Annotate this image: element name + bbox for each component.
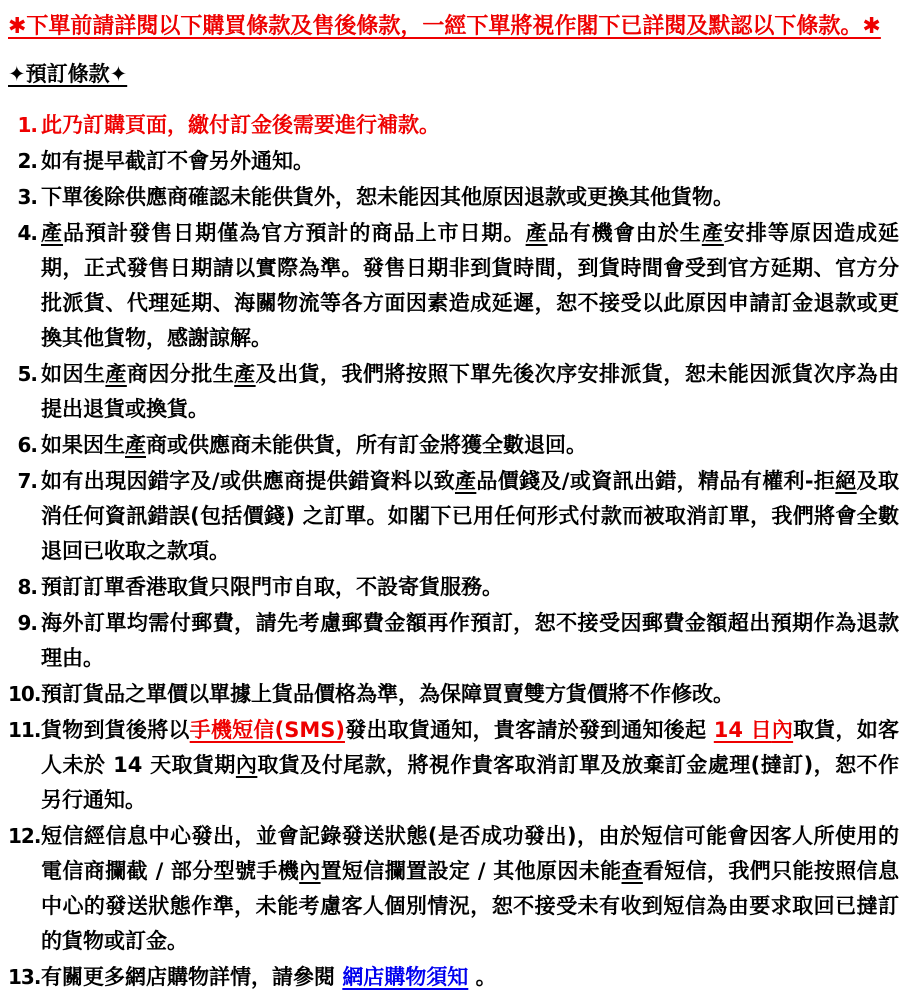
- term-text: 產品預計發售日期僅為官方預計的商品上市日期。產品有機會由於生產安排等原因造成延期，正式發售日期請以實際為準。發售日期非到貨時間，到貨時間會受到官方延期、官方分批派貨、代理延期、海關物流等各方面因素造成延遲，恕不接受以此原因申請訂金退款或更換其他貨物，感謝諒解。: [41, 221, 900, 350]
- term-item-4: [8, 216, 899, 356]
- term-item-13: [8, 960, 899, 995]
- term-number: 2.: [17, 149, 37, 173]
- section-heading-preorder-terms: ✦預訂條款✦: [8, 62, 128, 86]
- term-text: 有關更多網店購物詳情，請參閱: [41, 965, 343, 989]
- term-item-5: [8, 357, 899, 427]
- purchase-notice-banner: ✱下單前請詳閱以下購買條款及售後條款，一經下單將視作閣下已詳閱及默認以下條款。✱: [8, 14, 881, 39]
- term-item-12: [8, 819, 899, 959]
- term-number: 12.: [8, 824, 41, 848]
- term-text: 如有出現因錯字及/或供應商提供錯資料以致產品價錢及/或資訊出錯，精品有權利-拒絕及取消任何資訊錯誤(包括價錢) 之訂單。如閣下已用任何形式付款而被取消訂單，我們將會全數退回已收取之款項。: [41, 469, 900, 563]
- term-item-10: [8, 677, 899, 712]
- term-number: 11.: [8, 718, 41, 742]
- term-text: 如有提早截訂不會另外通知。: [41, 149, 314, 173]
- term-number: 7.: [17, 469, 37, 493]
- term-number: 1.: [17, 113, 37, 137]
- term-text: 下單後除供應商確認未能供貨外，恕未能因其他原因退款或更換其他貨物。: [41, 185, 734, 209]
- term-item-1: [8, 108, 899, 143]
- term-item-11: [8, 713, 899, 818]
- term-text: 。: [468, 965, 497, 989]
- term-item-6: [8, 428, 899, 463]
- term-number: 9.: [17, 611, 37, 635]
- terms-list: [8, 108, 899, 995]
- term-text: 海外訂單均需付郵費，請先考慮郵費金額再作預訂，恕不接受因郵費金額超出預期作為退款理由。: [41, 611, 899, 670]
- term-text: 發出取貨通知，貴客請於發到通知後起: [344, 718, 714, 742]
- term-item-2: [8, 144, 899, 179]
- term-number: 6.: [17, 433, 37, 457]
- term-number: 13.: [8, 965, 41, 989]
- term-number: 3.: [17, 185, 37, 209]
- term-item-9: [8, 606, 899, 676]
- term-text: 預訂貨品之單價以單據上貨品價格為準，為保障買賣雙方貨價將不作修改。: [41, 682, 734, 706]
- term-text: 手機短信(SMS): [189, 718, 345, 742]
- term-text: 如因生產商因分批生產及出貨，我們將按照下單先後次序安排派貨，恕未能因派貨次序為由提出退貨或換貨。: [41, 362, 900, 421]
- term-text: 貨物到貨後將以: [41, 718, 190, 742]
- term-text: 取貨，如客人未於 14 天取貨期內取貨及付尾款，將視作貴客取消訂單及放棄訂金處理(撻訂)，恕不作另行通知。: [41, 718, 900, 812]
- term-text: 此乃訂購頁面，繳付訂金後需要進行補款。: [41, 113, 440, 137]
- term-text: 短信經信息中心發出，並會記錄發送狀態(是否成功發出)，由於短信可能會因客人所使用的電信商攔截 / 部分型號手機內置短信攔置設定 / 其他原因未能查看短信，我們只能按照信息中心的發送狀態作準，未能考慮客人個別情況，恕不接受未有收到短信為由要求取回已撻訂的貨物或訂金。: [41, 824, 900, 953]
- term-number: 10.: [8, 682, 41, 706]
- term-number: 8.: [17, 575, 37, 599]
- term-text: 預訂訂單香港取貨只限門市自取，不設寄貨服務。: [41, 575, 503, 599]
- term-item-7: [8, 464, 899, 569]
- term-number: 4.: [17, 221, 37, 245]
- term-item-3: [8, 180, 899, 215]
- term-number: 5.: [17, 362, 37, 386]
- shop-guide-link[interactable]: 網店購物須知: [342, 965, 469, 989]
- term-text: 如果因生產商或供應商未能供貨，所有訂金將獲全數退回。: [41, 433, 587, 457]
- term-item-8: [8, 570, 899, 605]
- term-text: 14 日內: [713, 718, 794, 742]
